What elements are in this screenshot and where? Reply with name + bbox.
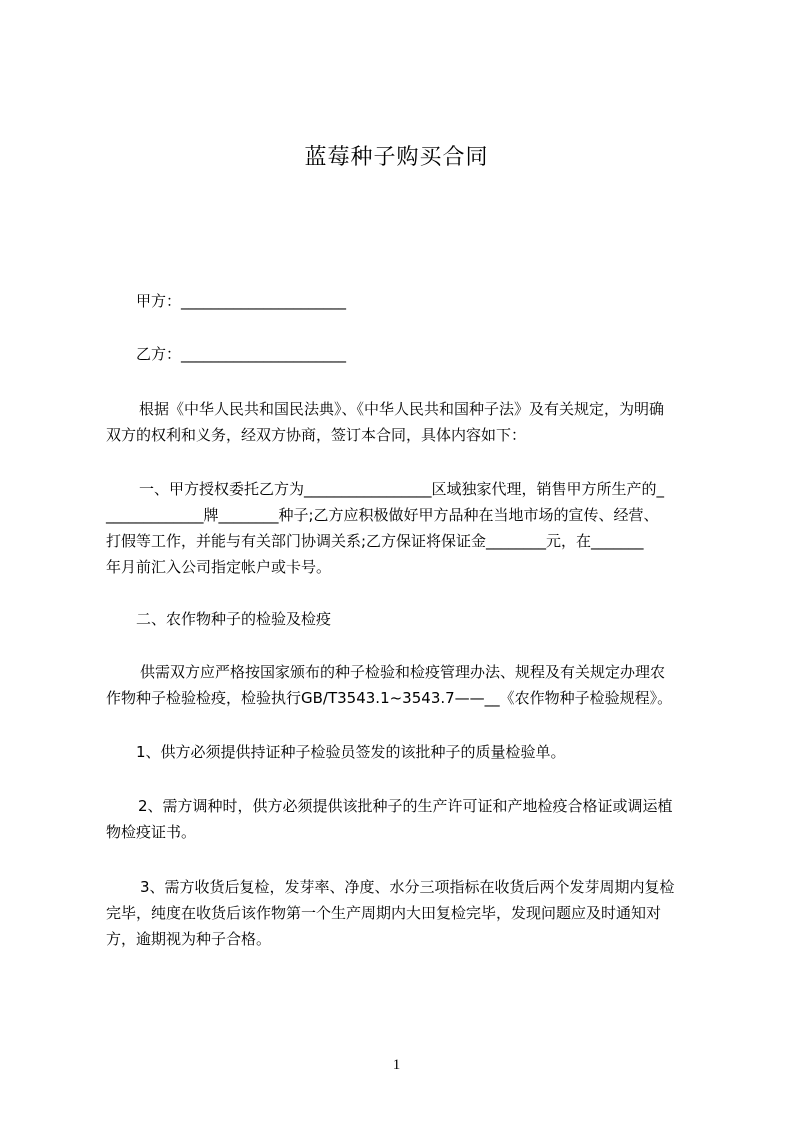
item-3-line-1: 3、需方收货后复检，发芽率、净度、水分三项指标在收货后两个发芽周期内复检 (140, 878, 675, 896)
contract-title: 蓝莓种子购买合同 (304, 145, 489, 170)
item-2-line-2: 物检疫证书。 (106, 823, 197, 841)
item-1-line: 1、供方必须提供持证种子检验员签发的该批种子的质量检验单。 (136, 743, 566, 761)
page-number: 1 (392, 1057, 401, 1073)
item-3-line-3: 方，逾期视为种子合格。 (106, 930, 272, 948)
clause-1-line-4: 年月前汇入公司指定帐户或卡号。 (106, 558, 332, 576)
party-b-line: 乙方：______________________ (136, 345, 347, 363)
preamble-line-2: 双方的权利和义务，经双方协商，签订本合同，具体内容如下： (106, 426, 527, 444)
section-2-heading: 二、农作物种子的检验及检疫 (136, 610, 332, 628)
clause-1-line-2: _____________牌________种子;乙方应积极做好甲方品种在当地市场的宣传、经营、 (106, 506, 659, 524)
clause-1-line-1: 一、甲方授权委托乙方为_________________区域独家代理，销售甲方所生产的_ (139, 480, 665, 498)
item-2-line-1: 2、需方调种时，供方必须提供该批种子的生产许可证和产地检疫合格证或调运植 (138, 797, 673, 815)
party-a-line: 甲方：______________________ (136, 292, 347, 310)
item-3-line-2: 完毕，纯度在收货后该作物第一个生产周期内大田复检完毕，发现问题应及时通知对 (106, 904, 662, 922)
clause-1-line-3: 打假等工作，并能与有关部门协调关系;乙方保证将保证金________元，在_______ (106, 532, 644, 550)
section-2-para-line-2: 作物种子检验检疫，检验执行GB/T3543.1~3543.7——__《农作物种子检验规程》。 (106, 689, 673, 707)
section-2-para-line-1: 供需双方应严格按国家颁布的种子检验和检疫管理办法、规程及有关规定办理农 (140, 663, 666, 681)
preamble-line-1: 根据《中华人民共和国民法典》、《中华人民共和国种子法》及有关规定，为明确 (139, 400, 665, 418)
